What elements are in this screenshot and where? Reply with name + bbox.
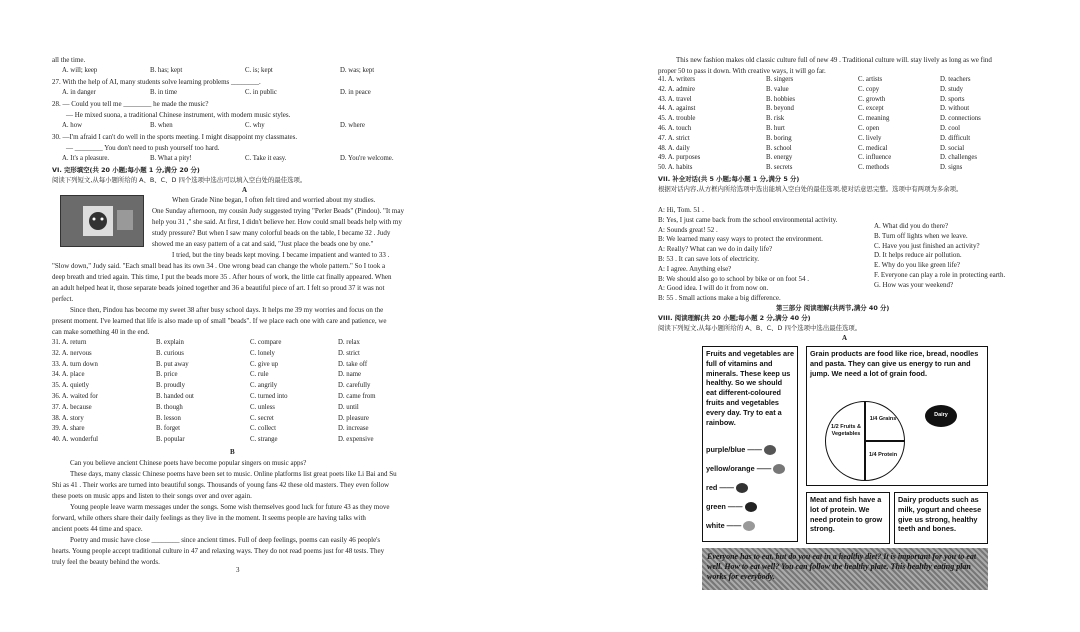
- question-30-response: — ________ You don't need to push yourself too hard.: [66, 144, 220, 152]
- arrow-icon: ——: [717, 483, 737, 492]
- dialogue-line: B: Yes, I just came back from the school environmental activity.: [658, 215, 838, 224]
- dialogue-line: B: We should also go to school by bike or on foot 54 .: [658, 274, 809, 283]
- passage-line: proper 50 to pass it down. With creative ways, it will go far.: [658, 67, 826, 75]
- passage-line: I tried, but the tiny beads kept moving. I became impatient and wanted to 33 .: [172, 251, 390, 259]
- option: 38. A. story: [52, 414, 84, 422]
- passage-line: Young people leave warm messages under the songs. Some wish themselves good luck for future 43 as they move: [70, 503, 390, 511]
- option: B. popular: [156, 436, 185, 444]
- color-row: [706, 521, 755, 531]
- pie-label: Dairy: [934, 412, 948, 418]
- option: C. medical: [858, 144, 888, 152]
- fruits-vegetables-box: [702, 346, 798, 542]
- option: C. in public: [245, 89, 277, 96]
- option: 46. A. touch: [658, 125, 692, 132]
- option: 32. A. nervous: [52, 349, 92, 357]
- grains-box: [806, 346, 988, 486]
- section-title: VIII. 阅读理解(共 20 小题;每小题 2 分,满分 40 分): [658, 314, 811, 322]
- option: D. came from: [338, 393, 376, 400]
- option: B. price: [156, 371, 178, 379]
- option: A. will; keep: [62, 67, 98, 74]
- option: B. energy: [766, 154, 793, 162]
- healthy-eating-banner: Everyone has to eat, but do you eat in a healthy diet? It is important for you to eat well. How to eat well? You can follow the healthy plate. This healthy eating plan works for everybody.: [702, 548, 988, 590]
- dialogue-line: A: Good idea. I will do it from now on.: [658, 284, 769, 293]
- dairy-text: Dairy products such as milk, yogurt and cheese give us strong, healthy teeth and bones.: [898, 495, 982, 534]
- passage-line: Shi as 41 . Their works are turned into beautiful songs. Thousands of young fans 42 these old masters. They even follow: [52, 481, 390, 489]
- option: B. put away: [156, 360, 189, 368]
- color-label: red: [706, 483, 718, 492]
- passage-line: truly feel the beauty behind the words.: [52, 558, 160, 566]
- dialogue-option: G. How was your weekend?: [874, 280, 954, 289]
- option: B. explain: [156, 339, 184, 346]
- dialogue-option: E. Why do you like green life?: [874, 261, 960, 270]
- question-28: 28. — Could you tell me ________ he made the music?: [52, 100, 209, 108]
- option: 35. A. quietly: [52, 382, 90, 390]
- dialogue-option: F. Everyone can play a role in protecting earth.: [874, 271, 1006, 279]
- option: D. You're welcome.: [340, 155, 394, 162]
- option: D. relax: [338, 339, 360, 346]
- section-title: VII. 补全对话(共 5 小题;每小题 1 分,满分 5 分): [658, 175, 800, 183]
- option: 34. A. place: [52, 371, 85, 379]
- healthy-plate-poster: [702, 346, 988, 594]
- option: C. growth: [858, 95, 886, 103]
- passage-label: B: [230, 448, 235, 456]
- option: C. open: [858, 125, 880, 132]
- meat-fish-box: [806, 492, 890, 544]
- option: B. beyond: [766, 105, 794, 113]
- option: 45. A. trouble: [658, 115, 696, 123]
- option: D. difficult: [940, 134, 971, 142]
- option: C. give up: [250, 360, 279, 368]
- passage-line: present moment. I've learned that life is also made up of small "beads". If we place each one with care and patience, we: [52, 317, 387, 325]
- color-row: [706, 464, 785, 474]
- option: 39. A. share: [52, 425, 85, 433]
- right-page: [540, 0, 1080, 632]
- text-line: all the time.: [52, 56, 86, 64]
- color-row: [706, 483, 748, 493]
- option: B. handed out: [156, 393, 194, 400]
- passage-line: When Grade Nine began, I often felt tired and worried about my studies.: [172, 196, 376, 204]
- option: D. name: [338, 371, 362, 379]
- passage-line: these poets on music apps and listen to their songs over and over again.: [52, 492, 252, 500]
- arrow-icon: ——: [754, 464, 774, 473]
- option: D. cool: [940, 125, 961, 132]
- option: D. challenges: [940, 154, 977, 162]
- option: 36. A. waited for: [52, 393, 98, 400]
- option: D. was; kept: [340, 67, 375, 74]
- dialogue-line: B: We learned many easy ways to protect the environment.: [658, 235, 823, 244]
- option: C. secret: [250, 414, 274, 422]
- passage-line: hearts. Young people accept traditional culture in 47 and relaxing ways. They do not read poems just for 48 tests. They: [52, 547, 385, 555]
- passage-line: Since then, Pindou has become my sweet 38 after busy school days. It helps me 39 my worries and focus on the: [70, 306, 384, 314]
- option: C. meaning: [858, 115, 890, 123]
- option: 31. A. return: [52, 339, 87, 346]
- option: D. expensive: [338, 436, 374, 444]
- question-30: 30. —I'm afraid I can't do well in the sports meeting. I might disappoint my classmates.: [52, 133, 298, 141]
- passage-line: Poetry and music have close ________ since ancient times. Full of deep feelings, poems can easily 46 people's: [70, 536, 381, 544]
- healthy-plate-icon: [825, 401, 905, 481]
- page-number: 3: [236, 566, 240, 574]
- option: C. copy: [858, 85, 880, 93]
- option: C. rule: [250, 371, 269, 379]
- option: B. value: [766, 85, 789, 93]
- fruit-vegetable-icon: [764, 445, 776, 455]
- option: C. strange: [250, 436, 278, 444]
- dialogue-line: B: 55 . Small actions make a big difference.: [658, 294, 781, 303]
- option: 48. A. daily: [658, 144, 690, 152]
- option: D. in peace: [340, 89, 371, 96]
- option: D. sports: [940, 95, 965, 103]
- option: A. how: [62, 122, 83, 129]
- option: D. connections: [940, 115, 981, 123]
- option: C. except: [858, 105, 884, 113]
- option: D. pleasure: [338, 414, 369, 422]
- color-row: [706, 445, 776, 455]
- option: B. has; kept: [150, 67, 183, 74]
- fruit-vegetable-icon: [743, 521, 755, 531]
- option: B. singers: [766, 76, 794, 83]
- option: B. risk: [766, 115, 785, 123]
- option: C. is; kept: [245, 67, 273, 74]
- option: A. in danger: [62, 89, 96, 96]
- passage-line: showed me an easy pattern of a cat and said, "Just place the beads one by one.": [152, 240, 374, 248]
- fruit-vegetable-icon: [745, 502, 757, 512]
- color-label: green: [706, 502, 726, 511]
- option: D. signs: [940, 164, 963, 172]
- option: 41. A. writers: [658, 76, 696, 83]
- option: D. study: [940, 85, 964, 93]
- option: 50. A. habits: [658, 164, 693, 172]
- dialogue-option: B. Turn off lights when we leave.: [874, 231, 968, 240]
- dialogue-line: A: Really? What can we do in daily life?: [658, 245, 773, 254]
- dialogue-option: D. It helps reduce air pollution.: [874, 251, 962, 260]
- option: C. turned into: [250, 393, 288, 400]
- option: D. take off: [338, 360, 368, 368]
- section-title: VI. 完形填空(共 20 小题;每小题 1 分,满分 20 分): [52, 166, 200, 174]
- passage-line: study pressure? But when I saw many colorful beads on the table, I became 32 . Judy: [152, 229, 391, 237]
- dialogue-option: A. What did you do there?: [874, 222, 949, 230]
- option: B. forget: [156, 425, 181, 433]
- option: C. why: [245, 122, 265, 129]
- option: 33. A. turn down: [52, 360, 98, 368]
- option: C. angrily: [250, 382, 278, 390]
- passage-line: These days, many classic Chinese poems have been set to music. Online platforms list great poets like Li Bai and Su: [70, 470, 397, 478]
- option: B. secrets: [766, 164, 793, 172]
- arrow-icon: ——: [725, 502, 745, 511]
- option: D. strict: [338, 349, 360, 357]
- option: B. hurt: [766, 125, 785, 132]
- option: 40. A. wonderful: [52, 436, 99, 444]
- option: C. methods: [858, 164, 889, 172]
- dairy-box: [894, 492, 988, 544]
- option: B. What a pity!: [150, 155, 192, 162]
- section-instructions: 阅读下列短文,从每小题所给的 A、B、C、D 四个选项中选出可以填入空白处的最佳选项。: [52, 176, 307, 184]
- option: D. where: [340, 122, 365, 129]
- passage-line: "Slow down," Judy said. "Each small bead has its own 34 . One wrong bead can change the whole pattern." So I took a: [52, 262, 386, 270]
- meat-text: Meat and fish have a lot of protein. We need protein to grow strong.: [810, 495, 883, 534]
- option: B. hobbies: [766, 95, 796, 103]
- perler-beads-photo: [60, 195, 144, 247]
- option: 49. A. purposes: [658, 154, 701, 162]
- pie-label: 1/4 Protein: [868, 452, 898, 458]
- option: D. without: [940, 105, 970, 113]
- option: C. lonely: [250, 349, 275, 357]
- option: C. unless: [250, 403, 275, 411]
- option: B. when: [150, 122, 173, 129]
- option: C. Take it easy.: [245, 155, 287, 162]
- passage-line: an adult helped heat it, those separate beads joined together and 36 a beautiful piece of art. I felt so proud 37 it was not: [52, 284, 385, 292]
- passage-line: can make something 40 in the end.: [52, 328, 150, 336]
- passage-line: perfect.: [52, 295, 74, 303]
- dialogue-line: B: 53 . It can save lots of electricity.: [658, 255, 760, 263]
- option: A. It's a pleasure.: [62, 155, 110, 162]
- option: C. lively: [858, 134, 882, 142]
- option: B. lesson: [156, 414, 181, 422]
- color-label: purple/blue: [706, 445, 746, 454]
- option: D. carefully: [338, 382, 371, 390]
- section-instructions: 阅读下列短文,从每小题所给的 A、B、C、D 四个选项中选出最佳选项。: [658, 324, 862, 332]
- fruit-vegetable-icon: [773, 464, 785, 474]
- passage-line: deep breath and tried again. This time, I put the beads more 35 . After hours of work, the little cat finally appeared. When: [52, 273, 392, 281]
- option: 42. A. admire: [658, 85, 695, 93]
- question-28-response: — He mixed suona, a traditional Chinese instrument, with modern music styles.: [66, 111, 291, 119]
- passage-line: forward, while others share their daily feelings as they live in the moment. It seems people are having talks with: [52, 514, 366, 522]
- dairy-circle-icon: [925, 405, 957, 427]
- option: D. until: [338, 403, 359, 411]
- option: B. proudly: [156, 382, 186, 390]
- dialogue-line: A: Hi, Tom. 51 .: [658, 206, 704, 214]
- passage-line: This new fashion makes old classic culture full of new 49 . Traditional culture will. stay lively as long as we find: [676, 56, 992, 64]
- option: 37. A. because: [52, 403, 92, 411]
- grains-text: Grain products are food like rice, bread, noodles and pasta. They can give us energy to run and jump. We need a lot of grain food.: [810, 349, 979, 378]
- color-label: yellow/orange: [706, 464, 755, 473]
- arrow-icon: ——: [724, 521, 744, 530]
- option: B. in time: [150, 89, 177, 96]
- option: D. teachers: [940, 76, 971, 83]
- dialogue-line: A: Sounds great! 52 .: [658, 225, 718, 234]
- option: D. increase: [338, 425, 369, 433]
- arrow-icon: ——: [745, 445, 764, 454]
- passage-line: ancient poets 44 time and space.: [52, 525, 143, 533]
- option: B. though: [156, 403, 183, 411]
- fruit-vegetable-icon: [736, 483, 748, 493]
- passage-line: One Sunday afternoon, my cousin Judy suggested trying "Perler Beads" (Pindou). "It may: [152, 207, 404, 215]
- option: 44. A. against: [658, 105, 696, 113]
- option: C. artists: [858, 76, 883, 83]
- color-row: [706, 502, 757, 512]
- option: 47. A. strict: [658, 134, 690, 142]
- passage-label: A: [242, 186, 248, 194]
- dialogue-line: A: I agree. Anything else?: [658, 264, 732, 273]
- bead-cat-icon: [61, 196, 143, 246]
- option: B. curious: [156, 349, 184, 357]
- passage-line: Can you believe ancient Chinese poets have become popular singers on music apps?: [70, 459, 307, 467]
- option: C. collect: [250, 425, 277, 433]
- question-27: 27. With the help of AI, many students solve learning problems ________.: [52, 78, 261, 86]
- pie-label: 1/4 Grains: [869, 416, 897, 422]
- option: B. school: [766, 144, 792, 152]
- option: C. influence: [858, 154, 892, 162]
- option: 43. A. travel: [658, 95, 692, 103]
- option: C. compare: [250, 339, 282, 346]
- option: D. social: [940, 144, 965, 152]
- passage-line: help you 31 ," she said. At first, I didn't believe her. How could small beads help with my: [152, 218, 402, 226]
- dialogue-option: C. Have you just finished an activity?: [874, 241, 980, 250]
- color-label: white: [706, 521, 725, 530]
- section-instructions: 根据对话内容,从方框内所给选项中选出能填入空白处的最佳选项,使对话意思完整。选项中有两项为多余项。: [658, 185, 963, 193]
- passage-label: A: [842, 334, 848, 342]
- option: B. boring: [766, 134, 792, 142]
- pie-label: 1/2 Fruits & Vegetables: [831, 424, 861, 437]
- part-title: 第三部分 阅读理解(共两节,满分 40 分): [776, 304, 890, 312]
- fruits-text: Fruits and vegetables are full of vitamins and minerals. These keep us healthy. So we should eat different-coloured fruits and vegetables every day. Try to eat a rainbow.: [706, 349, 795, 427]
